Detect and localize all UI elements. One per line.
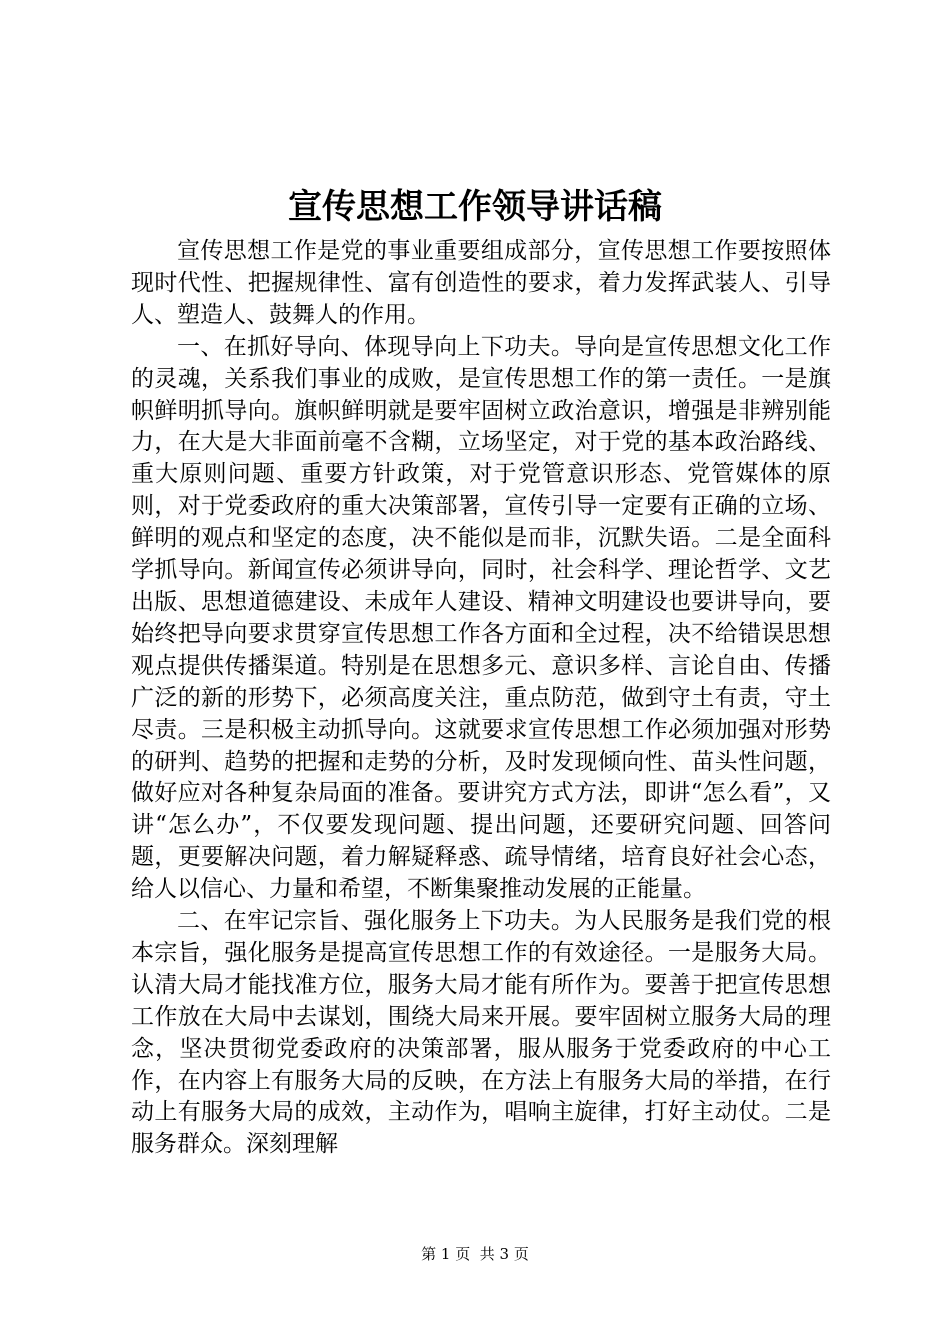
page-footer [0,1243,950,1265]
document-title: 宣传思想工作领导讲话稿 [288,187,662,227]
page-total: 共 3 页 [479,1245,529,1263]
document-body [131,236,831,1161]
paragraph-intro: 宣传思想工作是党的事业重要组成部分，宣传思想工作要按照体现时代性、把握规律性、富有创造性的要求，着力发挥武装人、引导人、塑造人、鼓舞人的作用。 [131,238,831,328]
paragraph-section-2: 二、在牢记宗旨、强化服务上下功夫。为人民服务是我们党的根本宗旨，强化服务是提高宣传思想工作的有效途径。一是服务大局。认清大局才能找准方位，服务大局才能有所作为。要善于把宣传思想工作放在大局中去谋划，围绕大局来开展。要牢固树立服务大局的理念，坚决贯彻党委政府的决策部署，服从服务于党委政府的中心工作，在内容上有服务大局的反映，在方法上有服务大局的举措，在行动上有服务大局的成效，主动作为，唱响主旋律，打好主动仗。二是服务群众。深刻理解 [131,908,831,1158]
paragraph-section-1: 一、在抓好导向、体现导向上下功夫。导向是宣传思想文化工作的灵魂，关系我们事业的成败，是宣传思想工作的第一责任。一是旗帜鲜明抓导向。旗帜鲜明就是要牢固树立政治意识，增强是非辨别能力，在大是大非面前毫不含糊，立场坚定，对于党的基本政治路线、重大原则问题、重要方针政策，对于党管意识形态、党管媒体的原则，对于党委政府的重大决策部署，宣传引导一定要有正确的立场、鲜明的观点和坚定的态度，决不能似是而非，沉默失语。二是全面科学抓导向。新闻宣传必须讲导向，同时，社会科学、理论哲学、文艺出版、思想道德建设、未成年人建设、精神文明建设也要讲导向，要始终把导向要求贯穿宣传思想工作各方面和全过程，决不给错误思想观点提供传播渠道。特别是在思想多元、意识多样、言论自由、传播广泛的新的形势下，必须高度关注，重点防范，做到守土有责，守土尽责。三是积极主动抓导向。这就要求宣传思想工作必须加强对形势的研判、趋势的把握和走势的分析，及时发现倾向性、苗头性问题，做好应对各种复杂局面的准备。要讲究方式方法，即讲“怎么看”，又讲“怎么办”，不仅要发现问题、提出问题，还要研究问题、回答问题，更要解决问题，着力解疑释惑、疏导情绪，培育良好社会心态，给人以信心、力量和希望，不断集聚推动发展的正能量。 [131,333,831,903]
page-number: 第 1 页 [421,1245,471,1263]
